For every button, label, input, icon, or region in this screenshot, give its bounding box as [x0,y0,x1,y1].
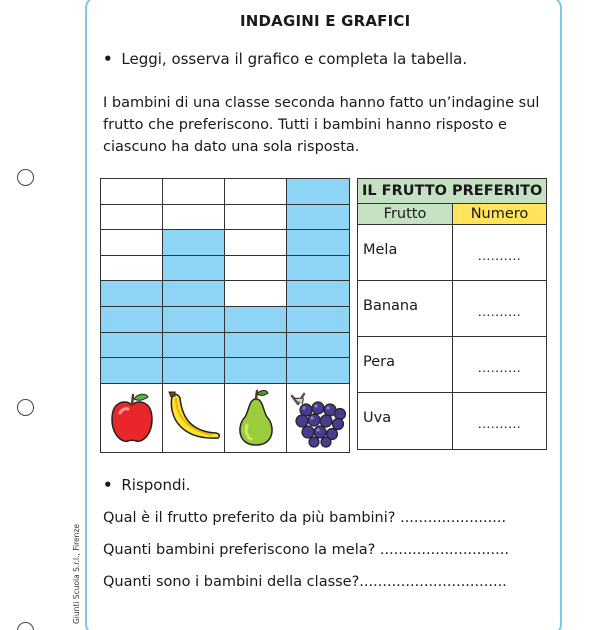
chart-cell [163,230,225,256]
chart-cell [101,230,163,256]
chart-cell [225,205,287,231]
column-header-number: Numero [453,204,546,225]
chart-cell [225,333,287,359]
fruit-cell-banana [163,384,225,453]
chart-cell [287,307,349,333]
bullet: • [103,476,113,494]
fruit-cell-pear [225,384,287,453]
chart-cell [225,307,287,333]
chart-cell [101,205,163,231]
table-row [358,281,546,337]
question-3: Quanti sono i bambini della classe?................................ [103,574,507,590]
pictogram-chart [100,178,350,453]
instruction [103,50,467,68]
number-blank[interactable]: .......... [477,417,522,431]
question-2: Quanti bambini preferiscono la mela? ............................ [103,542,509,558]
fruit-name: Uva [358,393,453,449]
copyright-note: Giunti Scuola S.r.l., Firenze [72,524,81,624]
favorite-fruit-table [357,178,547,450]
chart-cell [163,333,225,359]
chart-cell [287,281,349,307]
chart-cell [287,179,349,205]
chart-cell [101,307,163,333]
table-row [358,337,546,393]
chart-cell [287,205,349,231]
table-row [358,225,546,281]
fruit-cell-grapes [287,384,349,453]
apple-icon [108,391,156,447]
chart-cell [225,358,287,384]
chart-cell [287,256,349,282]
chart-cell [163,256,225,282]
number-blank[interactable]: .......... [477,305,522,319]
chart-cell [163,358,225,384]
intro-paragraph: I bambini di una classe seconda hanno fatto un’indagine sul frutto che preferiscono. Tutti i bambini hanno risposto e ciascuno ha dato una sola risposta. [103,95,540,155]
chart-cell [101,333,163,359]
chart-cell [225,230,287,256]
column-header-fruit: Frutto [358,204,453,225]
chart-cell [101,281,163,307]
chart-cell [225,281,287,307]
chart-cell [287,230,349,256]
chart-cell [101,358,163,384]
table-row [358,393,546,449]
grapes-icon [288,390,348,448]
bullet: • [103,50,113,68]
number-blank[interactable]: .......... [477,249,522,263]
answer-heading-text: Rispondi. [121,476,191,494]
binder-hole-top [17,169,34,186]
binder-hole-middle [17,399,34,416]
binder-hole-bottom [17,622,34,630]
fruit-name: Mela [358,225,453,280]
table-title: IL FRUTTO PREFERITO [358,179,546,204]
chart-cell [163,179,225,205]
chart-cell [287,333,349,359]
chart-cell [163,307,225,333]
fruit-cell-apple [101,384,163,453]
fruit-name: Pera [358,337,453,392]
chart-cell [225,256,287,282]
chart-cell [287,358,349,384]
chart-cell [225,179,287,205]
banana-icon [166,390,222,448]
chart-cell [163,205,225,231]
question-1: Qual è il frutto preferito da più bambini? ....................... [103,510,507,526]
fruit-name: Banana [358,281,453,336]
instruction-text: Leggi, osserva il grafico e completa la tabella. [121,50,468,68]
page-title: INDAGINI E GRAFICI [240,12,411,30]
chart-cell [101,179,163,205]
pear-icon [233,389,279,449]
answer-heading [103,476,190,494]
chart-cell [101,256,163,282]
number-blank[interactable]: .......... [477,361,522,375]
chart-cell [163,281,225,307]
